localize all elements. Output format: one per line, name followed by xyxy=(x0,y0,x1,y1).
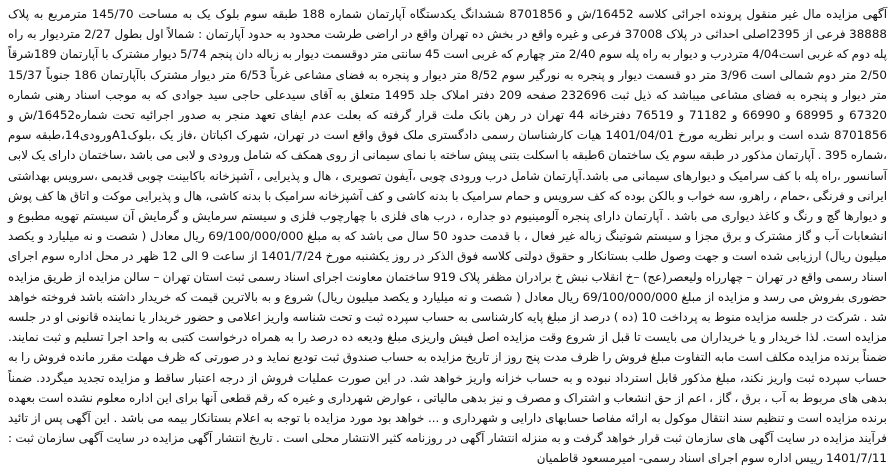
auction-notice-text: آگهی مزایده مال غیر منقول پرونده اجرائی کلاسه 16452/ش و 8701856 ششدانگ یکدستگاه آپارتمان شماره 188 طبقه سوم بلوک یک به مساحت 145/70 مترمربع به پلاک 38888 فرعی از 2395اصلی احداثی در پلاک 37008 فرعی و غیره واقع در بخش ده تهران واقع در اراضی طرشت محدود به حدود آپارتمان : شمالاً اول بطول 2/27 متردیوار به راه پله دوم که غربی است4/04 متردرب و دیوار به راه پله سوم 2/40 متر چهارم که غربی است 45 سانتی متر دوقسمت دیوار به زباله دان پنجم 5/74 دیوار مشترک با آپارتمان 189شرقاً 2/50 متر دوم شمالی است 3/96 متر دو قسمت دیوار و پنجره به نورگیر سوم 8/52 متر دیوار و پنجره به فضای مشاعی غرباً 6/53 متر دیوار مشترک باآپارتمان 186 جنوباً 15/37 متر دیوار و پنجره به فضای مشاعی میباشد که ذیل ثبت 232696 صفحه 209 دفتر املاک جلد 1495 متعلق به آقای سیدعلی حاجی سید جوادی که به موجب اسناد رهنی شماره 67320 و 68995 و 66990 و 71182 و 76519 دفترخانه 44 تهران در رهن بانک ملت قرار گرفته که بعلت عدم ایفای تعهد منجر به صدور اجرائیه تحت شماره16452/ش و 8701856 شده است و برابر نظریه مورخ 1401/04/01 هیات کارشناسان رسمی دادگستری ملک فوق واقع است در تهران، شهرک اکباتان ،فاز یک ،بلوکA1ورودی14،طبقه سوم ،شماره 395 . آپارتمان مذکور در طبقه سوم یک ساختمان 6طبقه با اسکلت بتنی پیش ساخته با نمای سیمانی از روی همکف که شامل ورودی و لابی می باشد ،ساختمان دارای یک لابی آسانسور ،راه پله با کف سرامیک و دیوارهای سیمانی می باشد.آپارتمان شامل درب ورودی چوبی ،آیفون تصویری ، هال و پذیرایی ، آشپزخانه باکابینت چوبی قدیمی ،سرویس بهداشتی ایرانی و فرنگی ،حمام ، راهرو، سه خواب و بالکن بوده که کف سرویس و حمام سرامیک با بدنه کاشی و کف آشپزخانه سرامیک با بدنه کاشی، هال و پذیرایی موکت و اتاق ها کف پوش و دیوارها گچ و رنگ و کاغذ دیواری می باشد . آپارتمان دارای پنجره آلومینیوم دو جداره ، درب های فلزی با چهارچوب فلزی و سیستم سرمایش و گرمایش آن سیستم تهویه مطبوع و انشعابات آب و گاز مشترک و برق مجزا و سیستم شوتینگ زباله غیر فعال ، با قدمت حدود 50 سال می باشد که به مبلغ 69/100/000/000 ریال معادل ( شصت و نه میلیارد و یکصد میلیون ریال) ارزیابی شده است و جهت وصول طلب بستانکار و حقوق دولتی کلاسه فوق الذکر در روز یکشنبه مورخ 1401/7/24 از ساعت 9 الی 12 ظهر در محل اداره سوم اجرای اسناد رسمی واقع در تهران – چهارراه ولیعصر(عج) –خ انقلاب نبش خ برادران مظفر پلاک 919 ساختمان معاونت اجرای اسناد رسمی ثبت استان تهران – سالن مزایده از طریق مزایده حضوری بفروش می رسد و مزایده از مبلغ 69/100/000/000 ریال معادل ( شصت و نه میلیارد و یکصد میلیون ریال) شروع و به بالاترین قیمت که خریدار داشته باشد فروخته خواهد شد . شرکت در جلسه مزایده منوط به پرداخت 10 (ده ) درصد از مبلغ پایه کارشناسی به حساب سپرده ثبت و تحت شناسه واریز اعلامی و حضور خریدار یا نماینده قانونی او در جلسه مزایده است. لذا خریدار و یا خریداران می بایست تا قبل از شروع وقت مزایده اصل فیش واریزی مبلغ ودیعه ده درصد را به همراه درخواست کتبی به واحد اجرا تسلیم و ثبت نمایند. ضمناً برنده مزایده مکلف است مابه التفاوت مبلغ فروش را ظرف مدت پنج روز از تاریخ مزایده به حساب صندوق ثبت تودیع نماید و در صورتی که ظرف مهلت مقرر مانده فروش را به حساب سپرده ثبت واریز نکند، مبلغ مذکور قابل استرداد نبوده و به حساب خزانه واریز خواهد شد. در این صورت عملیات فروش از درجه اعتبار ساقط و مزایده تجدید میگردد. ضمناً بدهی های مربوط به آب ، برق ، گاز ، اعم از حق انشعاب و اشتراک و مصرف و نیز بدهی مالیاتی ، عوارض شهرداری و غیره که رقم قطعی آنها برای این اداره معلوم نشده است بعهده برنده مزایده است و تنظیم سند انتقال موکول به ارائه مفاصا حسابهای دارایی و شهرداری و ... خواهد بود مورد مزایده با توجه به اعلام بستانکار بیمه می باشد . این آگهی پس از تائید فرآیند مزایده در سایت آگهی های سازمان ثبت قرار خواهد گرفت و به منزله انتشار آگهی در روزنامه کثیر الانتشار محلی است . تاریخ انتشار آگهی مزایده در سایت آگهی سازمان ثبت : 1401/7/11 رییس اداره سوم اجرای اسناد رسمی- امیرمسعود قاطمیان xyxy=(8,7,888,466)
